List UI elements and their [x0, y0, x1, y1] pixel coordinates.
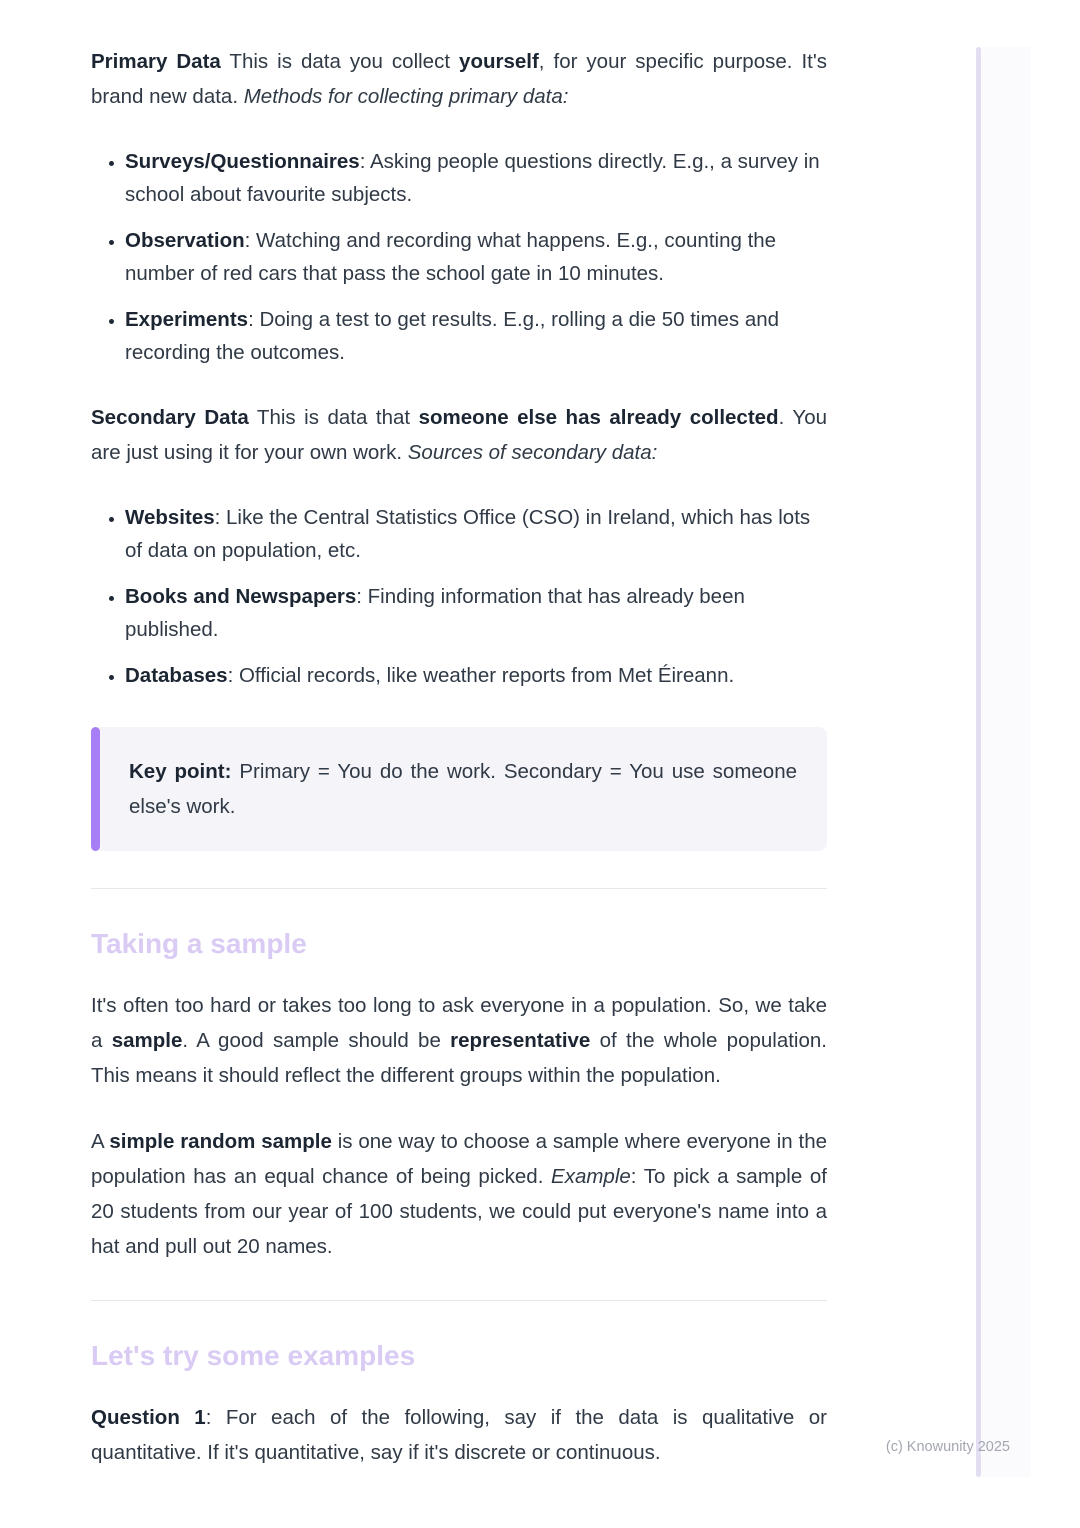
list-item-websites: • Websites: Like the Central Statistics Office (CSO) in Ireland, which has lots of data on population, etc.	[125, 501, 827, 567]
paragraph-simple-random-sample: A simple random sample is one way to choose a sample where everyone in the population has an equal chance of being picked. Example: To pick a sample of 20 students from our year of 100 students, we could put everyone's name into a hat and pull out 20 names.	[91, 1130, 827, 1258]
next-page-edge	[981, 47, 1031, 1477]
section-divider	[91, 1300, 827, 1301]
copyright-notice: (c) Knowunity 2025	[885, 1439, 1010, 1455]
document-page	[91, 44, 827, 1501]
callout-accent-bar	[91, 727, 100, 851]
section-heading-taking-a-sample: Taking a sample	[91, 928, 307, 959]
paragraph-secondary-data: Secondary Data This is data that someone else has already collected. You are just using it for your own work. Sources of secondary data:	[91, 406, 828, 464]
list-item-books-newspapers: • Books and Newspapers: Finding information that has already been published.	[125, 580, 827, 646]
list-item-experiments: • Experiments: Doing a test to get results. E.g., rolling a die 50 times and recording the outcomes.	[125, 303, 827, 369]
secondary-sources-list	[91, 501, 827, 692]
page-edge-divider	[976, 47, 981, 1477]
section-heading-examples: Let's try some examples	[91, 1340, 416, 1371]
paragraph-primary-data: Primary Data This is data you collect yourself, for your specific purpose. It's brand new data. Methods for collecting primary data:	[91, 50, 827, 108]
paragraph-sample-intro: It's often too hard or takes too long to ask everyone in a population. So, we take a sample. A good sample should be representative of the whole population. This means it should reflect the different groups within the population.	[91, 994, 827, 1087]
key-point-callout	[91, 727, 827, 851]
list-item-observation: • Observation: Watching and recording what happens. E.g., counting the number of red cars that pass the school gate in 10 minutes.	[125, 224, 827, 290]
paragraph-question-1: Question 1: For each of the following, say if the data is qualitative or quantitative. If it's quantitative, say if it's discrete or continuous.	[91, 1406, 827, 1464]
section-divider	[91, 888, 827, 889]
key-point-text: Key point: Primary = You do the work. Secondary = You use someone else's work.	[129, 760, 798, 818]
list-item-databases: • Databases: Official records, like weather reports from Met Éireann.	[125, 659, 827, 692]
list-item-surveys: • Surveys/Questionnaires: Asking people questions directly. E.g., a survey in school about favourite subjects.	[125, 145, 827, 211]
primary-methods-list	[91, 145, 827, 369]
